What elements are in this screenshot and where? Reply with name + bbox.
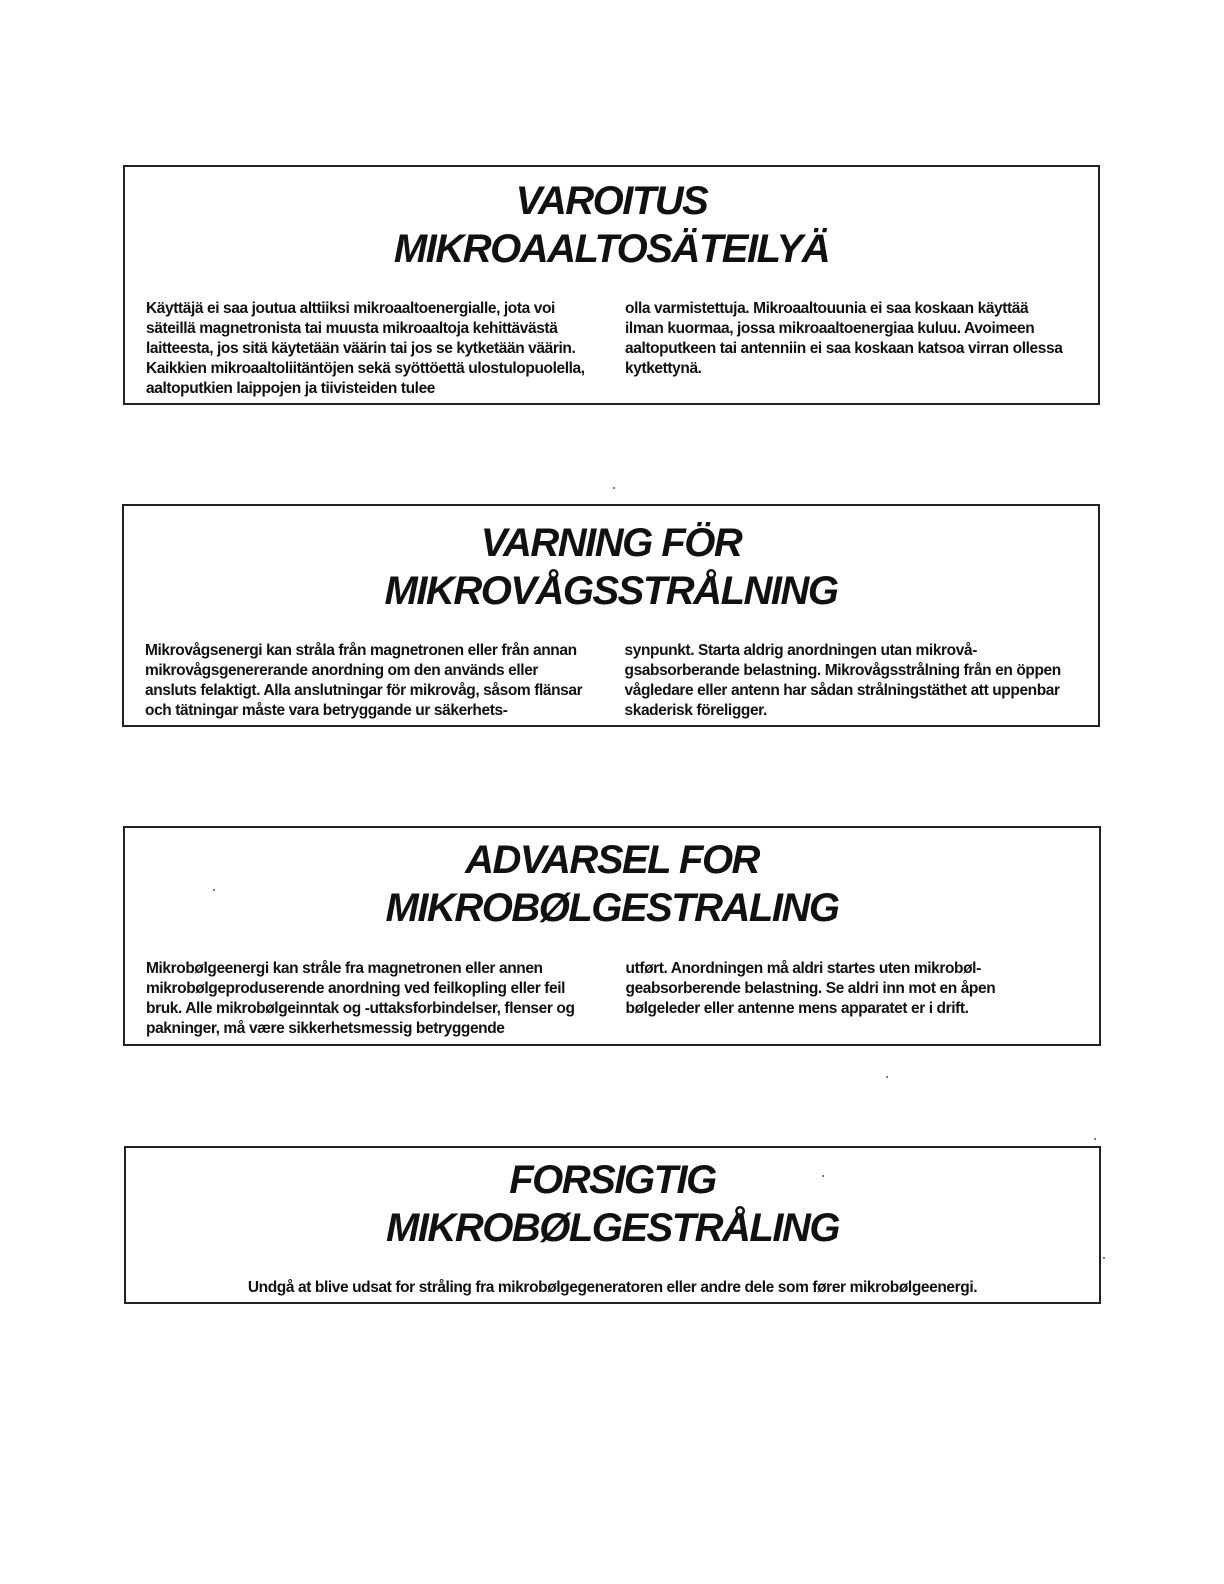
warning-box-finnish: [123, 165, 1100, 405]
warning-body-right-column: olla varmistettuja. Mikroaaltouunia ei saa koskaan käyttää ilman kuormaa, jossa mikroaaltoenergiaa kuluu. Avoimeen aaltoputkeen tai antenniin ei saa koskaan katsoa virran ollessa kytkettynä.: [625, 300, 1063, 377]
warning-title-line-2: MIKROBØLGESTRALING: [385, 886, 839, 930]
scan-speck: [1094, 1138, 1096, 1140]
scan-speck: [613, 487, 615, 489]
warning-box-danish: [124, 1146, 1101, 1304]
scan-speck: [1103, 1257, 1105, 1259]
warning-body-left-column: Käyttäjä ei saa joutua alttiiksi mikroaaltoenergialle, jota voi säteillä magnetronista tai muusta mikroaaltoja kehittävästä laitteesta, jos sitä käytetään väärin tai jos se kytketään väärin. Kaikkien mikroaaltoliitäntöjen sekä syöttöettä ulostulopuolella, aaltoputkien laippojen ja tiivisteiden tulee: [146, 300, 585, 397]
warning-title-line-2: MIKROAALTOSÄTEILYÄ: [393, 227, 830, 271]
scan-speck: [213, 889, 215, 891]
warning-title-line-1: ADVARSEL FOR: [465, 838, 759, 882]
warning-title-line-1: VAROITUS: [515, 179, 708, 223]
warning-body: [145, 641, 1068, 721]
warning-title: [124, 506, 1098, 615]
warning-body-right-column: synpunkt. Starta aldrig anordningen utan mikrovå-gsabsorberande belastning. Mikrovågsstrålning från en öppen vågledare eller antenn har sådan strålningstäthet att uppenbar skaderisk föreligger.: [624, 642, 1061, 719]
warning-body-left-column: Mikrovågsenergi kan stråla från magnetronen eller från annan mikrovågsgenererande anordning om den används eller ansluts felaktigt. Alla anslutningar för mikrovåg, såsom flänsar och tätningar måste vara betryggande ur säkerhets-: [145, 642, 583, 719]
warning-title-line-1: FORSIGTIG: [509, 1158, 716, 1202]
warning-body: Undgå at blive udsat for stråling fra mikrobølgegeneratoren eller andre dele som fører mikrobølgeenergi.: [247, 1279, 978, 1296]
warning-title-line-2: MIKROBØLGESTRÅLING: [386, 1206, 839, 1250]
warning-title: [125, 828, 1099, 932]
warning-title-line-1: VARNING FÖR: [480, 521, 742, 565]
warning-body: [146, 299, 1068, 399]
warning-title: [126, 1148, 1099, 1252]
scan-speck: [822, 1175, 824, 1177]
warning-body-left-column: Mikrobølgeenergi kan stråle fra magnetronen eller annen mikrobølgeproduserende anordning ved feilkopling eller feil bruk. Alle mikrobølgeinntak og -uttaksforbindelser, flenser og pakninger, må være sikkerhetsmessig betryggende: [146, 960, 575, 1037]
warning-title: [125, 167, 1098, 273]
warning-body-right-column: utført. Anordningen må aldri startes uten mikrobøl-geabsorberende belastning. Se aldri inn mot en åpen bølgeleder eller antenne mens apparatet er i drift.: [625, 960, 996, 1017]
warning-title-line-2: MIKROVÅGSSTRÅLNING: [384, 569, 838, 613]
warning-box-norwegian: [123, 826, 1101, 1046]
scan-speck: [886, 1076, 888, 1078]
warning-box-swedish: [122, 504, 1100, 727]
warning-body: [146, 959, 1069, 1039]
